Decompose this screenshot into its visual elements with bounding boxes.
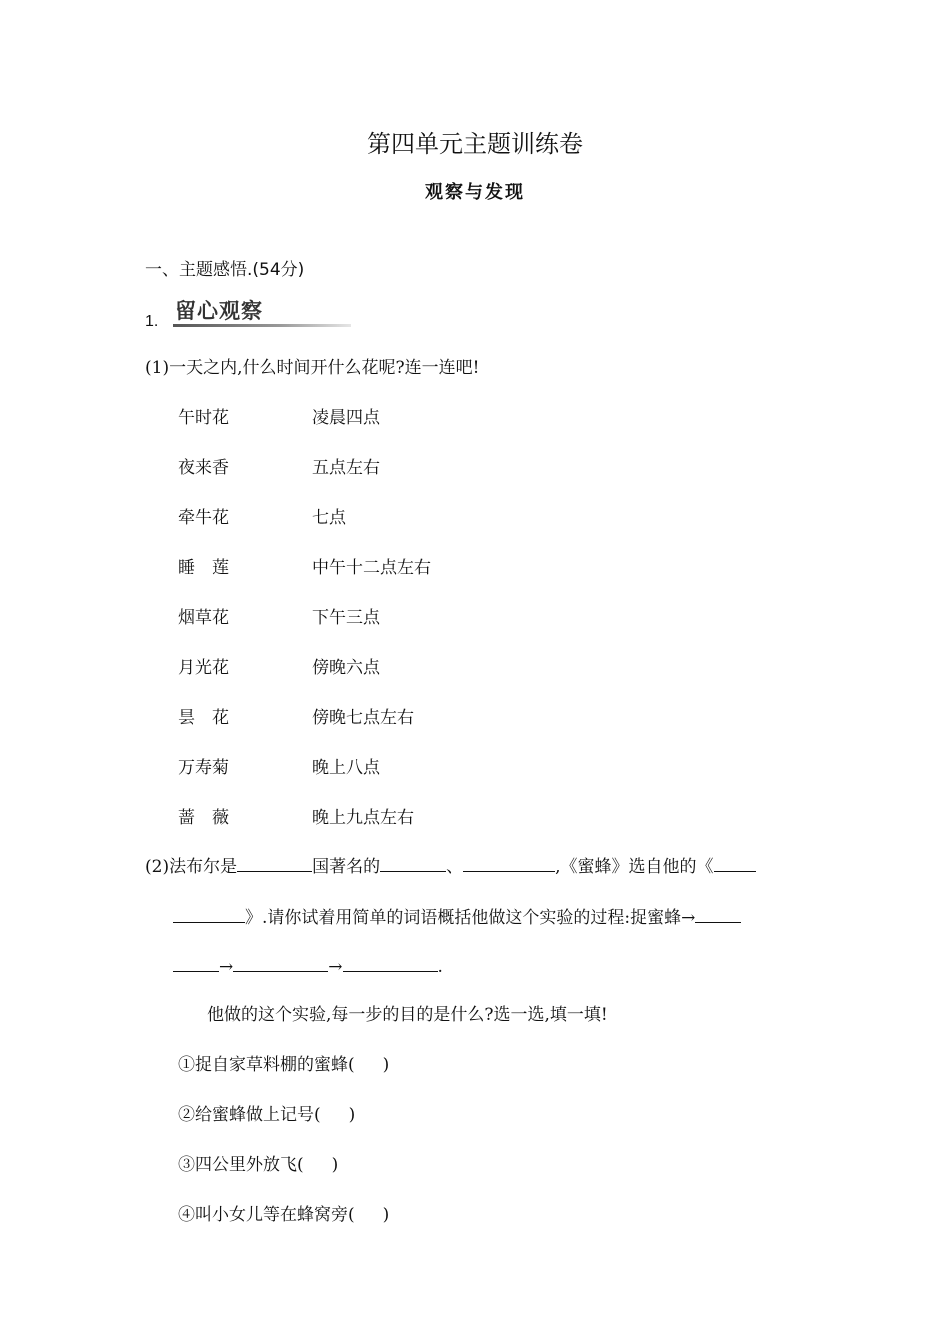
step-close: )	[382, 1205, 390, 1225]
step-item	[178, 1200, 389, 1225]
time-item[interactable]: 傍晚六点	[312, 658, 380, 678]
section-heading: 一、主题感悟.(54分)	[145, 260, 305, 280]
time-item[interactable]: 五点左右	[312, 458, 380, 478]
step-text: ③四公里外放飞(	[178, 1155, 304, 1175]
part2-instruction: 他做的这个实验,每一步的目的是什么?选一选,填一填!	[207, 1005, 608, 1025]
part1-prompt: (1)一天之内,什么时间开什么花呢?连一连吧!	[145, 358, 480, 378]
flower-item[interactable]: 午时花	[178, 408, 229, 428]
step-text: ②给蜜蜂做上记号(	[178, 1105, 321, 1125]
part2-text: ,《蜜蜂》选自他的《	[555, 857, 714, 877]
step-text: ①捉自家草料棚的蜜蜂(	[178, 1055, 355, 1075]
flower-item[interactable]: 月光花	[178, 658, 229, 678]
step-close: )	[331, 1155, 339, 1175]
part2-text: (2)法布尔是	[145, 857, 238, 877]
answer-blank-step4[interactable]	[343, 953, 438, 972]
answer-blank-title2[interactable]	[463, 853, 555, 872]
step-item	[178, 1150, 338, 1175]
question-banner	[173, 295, 353, 329]
answer-blank-book-start[interactable]	[714, 853, 756, 872]
banner-label: 留心观察	[175, 299, 263, 323]
arrow-text: →	[328, 957, 343, 977]
banner-underline	[173, 324, 351, 327]
part2-line3	[173, 953, 443, 977]
step-item	[178, 1100, 355, 1125]
flower-item[interactable]: 烟草花	[178, 608, 229, 628]
flower-item[interactable]: 夜来香	[178, 458, 229, 478]
time-item[interactable]: 凌晨四点	[312, 408, 380, 428]
part2-text: 》.请你试着用简单的词语概括他做这个实验的过程:捉蜜蜂→	[245, 908, 696, 928]
flower-item[interactable]: 万寿菊	[178, 758, 229, 778]
time-item[interactable]: 下午三点	[312, 608, 380, 628]
period-text: .	[437, 957, 443, 977]
arrow-text: →	[219, 957, 234, 977]
page-subtitle: 观察与发现	[425, 182, 525, 203]
step-item	[178, 1050, 389, 1075]
page-title: 第四单元主题训练卷	[367, 130, 583, 158]
step-close: )	[382, 1055, 390, 1075]
answer-blank-step2-start[interactable]	[695, 904, 741, 923]
time-item[interactable]: 中午十二点左右	[312, 558, 431, 578]
step-close: )	[348, 1105, 356, 1125]
part2-text: 国著名的	[312, 857, 381, 877]
answer-blank-country[interactable]	[237, 853, 312, 872]
part2-text: 、	[446, 857, 464, 877]
answer-blank-step3[interactable]	[233, 953, 328, 972]
question-number: 1.	[145, 313, 159, 330]
flower-item[interactable]: 睡 莲	[178, 558, 229, 578]
time-item[interactable]: 晚上九点左右	[312, 808, 414, 828]
flower-item[interactable]: 昙 花	[178, 708, 229, 728]
time-item[interactable]: 晚上八点	[312, 758, 380, 778]
time-item[interactable]: 傍晚七点左右	[312, 708, 414, 728]
step-text: ④叫小女儿等在蜂窝旁(	[178, 1205, 355, 1225]
part2-line2	[173, 903, 741, 928]
time-item[interactable]: 七点	[312, 508, 346, 528]
flower-item[interactable]: 蔷 薇	[178, 808, 229, 828]
answer-blank-step2-end[interactable]	[173, 953, 219, 972]
answer-blank-title1[interactable]	[380, 853, 446, 872]
part2-line1	[145, 852, 756, 877]
flower-item[interactable]: 牵牛花	[178, 508, 229, 528]
answer-blank-book-end[interactable]	[173, 904, 245, 923]
